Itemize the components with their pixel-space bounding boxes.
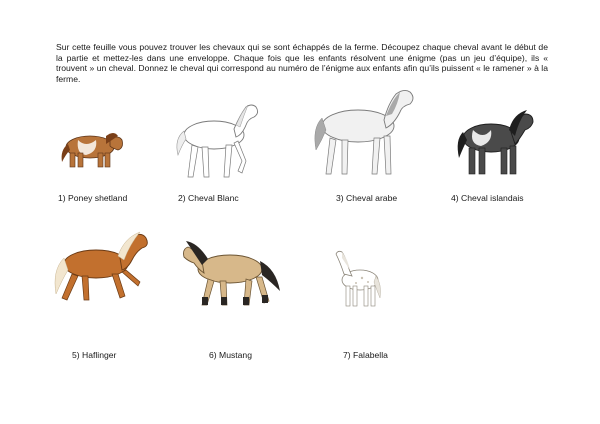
arabian-horse-drawing: [306, 84, 420, 178]
falabella-horse-drawing: [330, 248, 382, 310]
mustang-horse-drawing: [180, 235, 284, 309]
horse-caption-1: 1) Poney shetland: [58, 193, 128, 203]
white-horse-image: [170, 95, 266, 181]
arabian-horse-image: [306, 84, 420, 178]
horse-caption-6: 6) Mustang: [209, 350, 252, 360]
white-horse-drawing: [170, 95, 266, 181]
horse-caption-7: 7) Falabella: [343, 350, 388, 360]
icelandic-horse-image: [453, 108, 535, 178]
icelandic-horse-drawing: [453, 108, 535, 178]
haflinger-horse-drawing: [50, 228, 154, 306]
haflinger-horse-image: [50, 228, 154, 306]
horse-caption-2: 2) Cheval Blanc: [178, 193, 239, 203]
horse-caption-3: 3) Cheval arabe: [336, 193, 398, 203]
instructions-paragraph: Sur cette feuille vous pouvez trouver les chevaux qui se sont échappés de la ferme. Découpez chaque cheval avant le début de la partie et mettez-les dans une enveloppe. Chaque fois que les enfants résolvent une énigme (pas un jeu d’équipe), ils « trouvent » un cheval. Donnez le cheval qui correspond au numéro de l’énigme aux enfants afin qu’ils puissent « le ramener » à la ferme.: [56, 42, 548, 84]
shetland-pony-image: [56, 128, 126, 172]
horse-caption-4: 4) Cheval islandais: [451, 193, 524, 203]
falabella-horse-image: [330, 248, 382, 310]
mustang-horse-image: [180, 235, 284, 309]
shetland-pony-drawing: [56, 128, 126, 172]
horse-caption-5: 5) Haflinger: [72, 350, 117, 360]
